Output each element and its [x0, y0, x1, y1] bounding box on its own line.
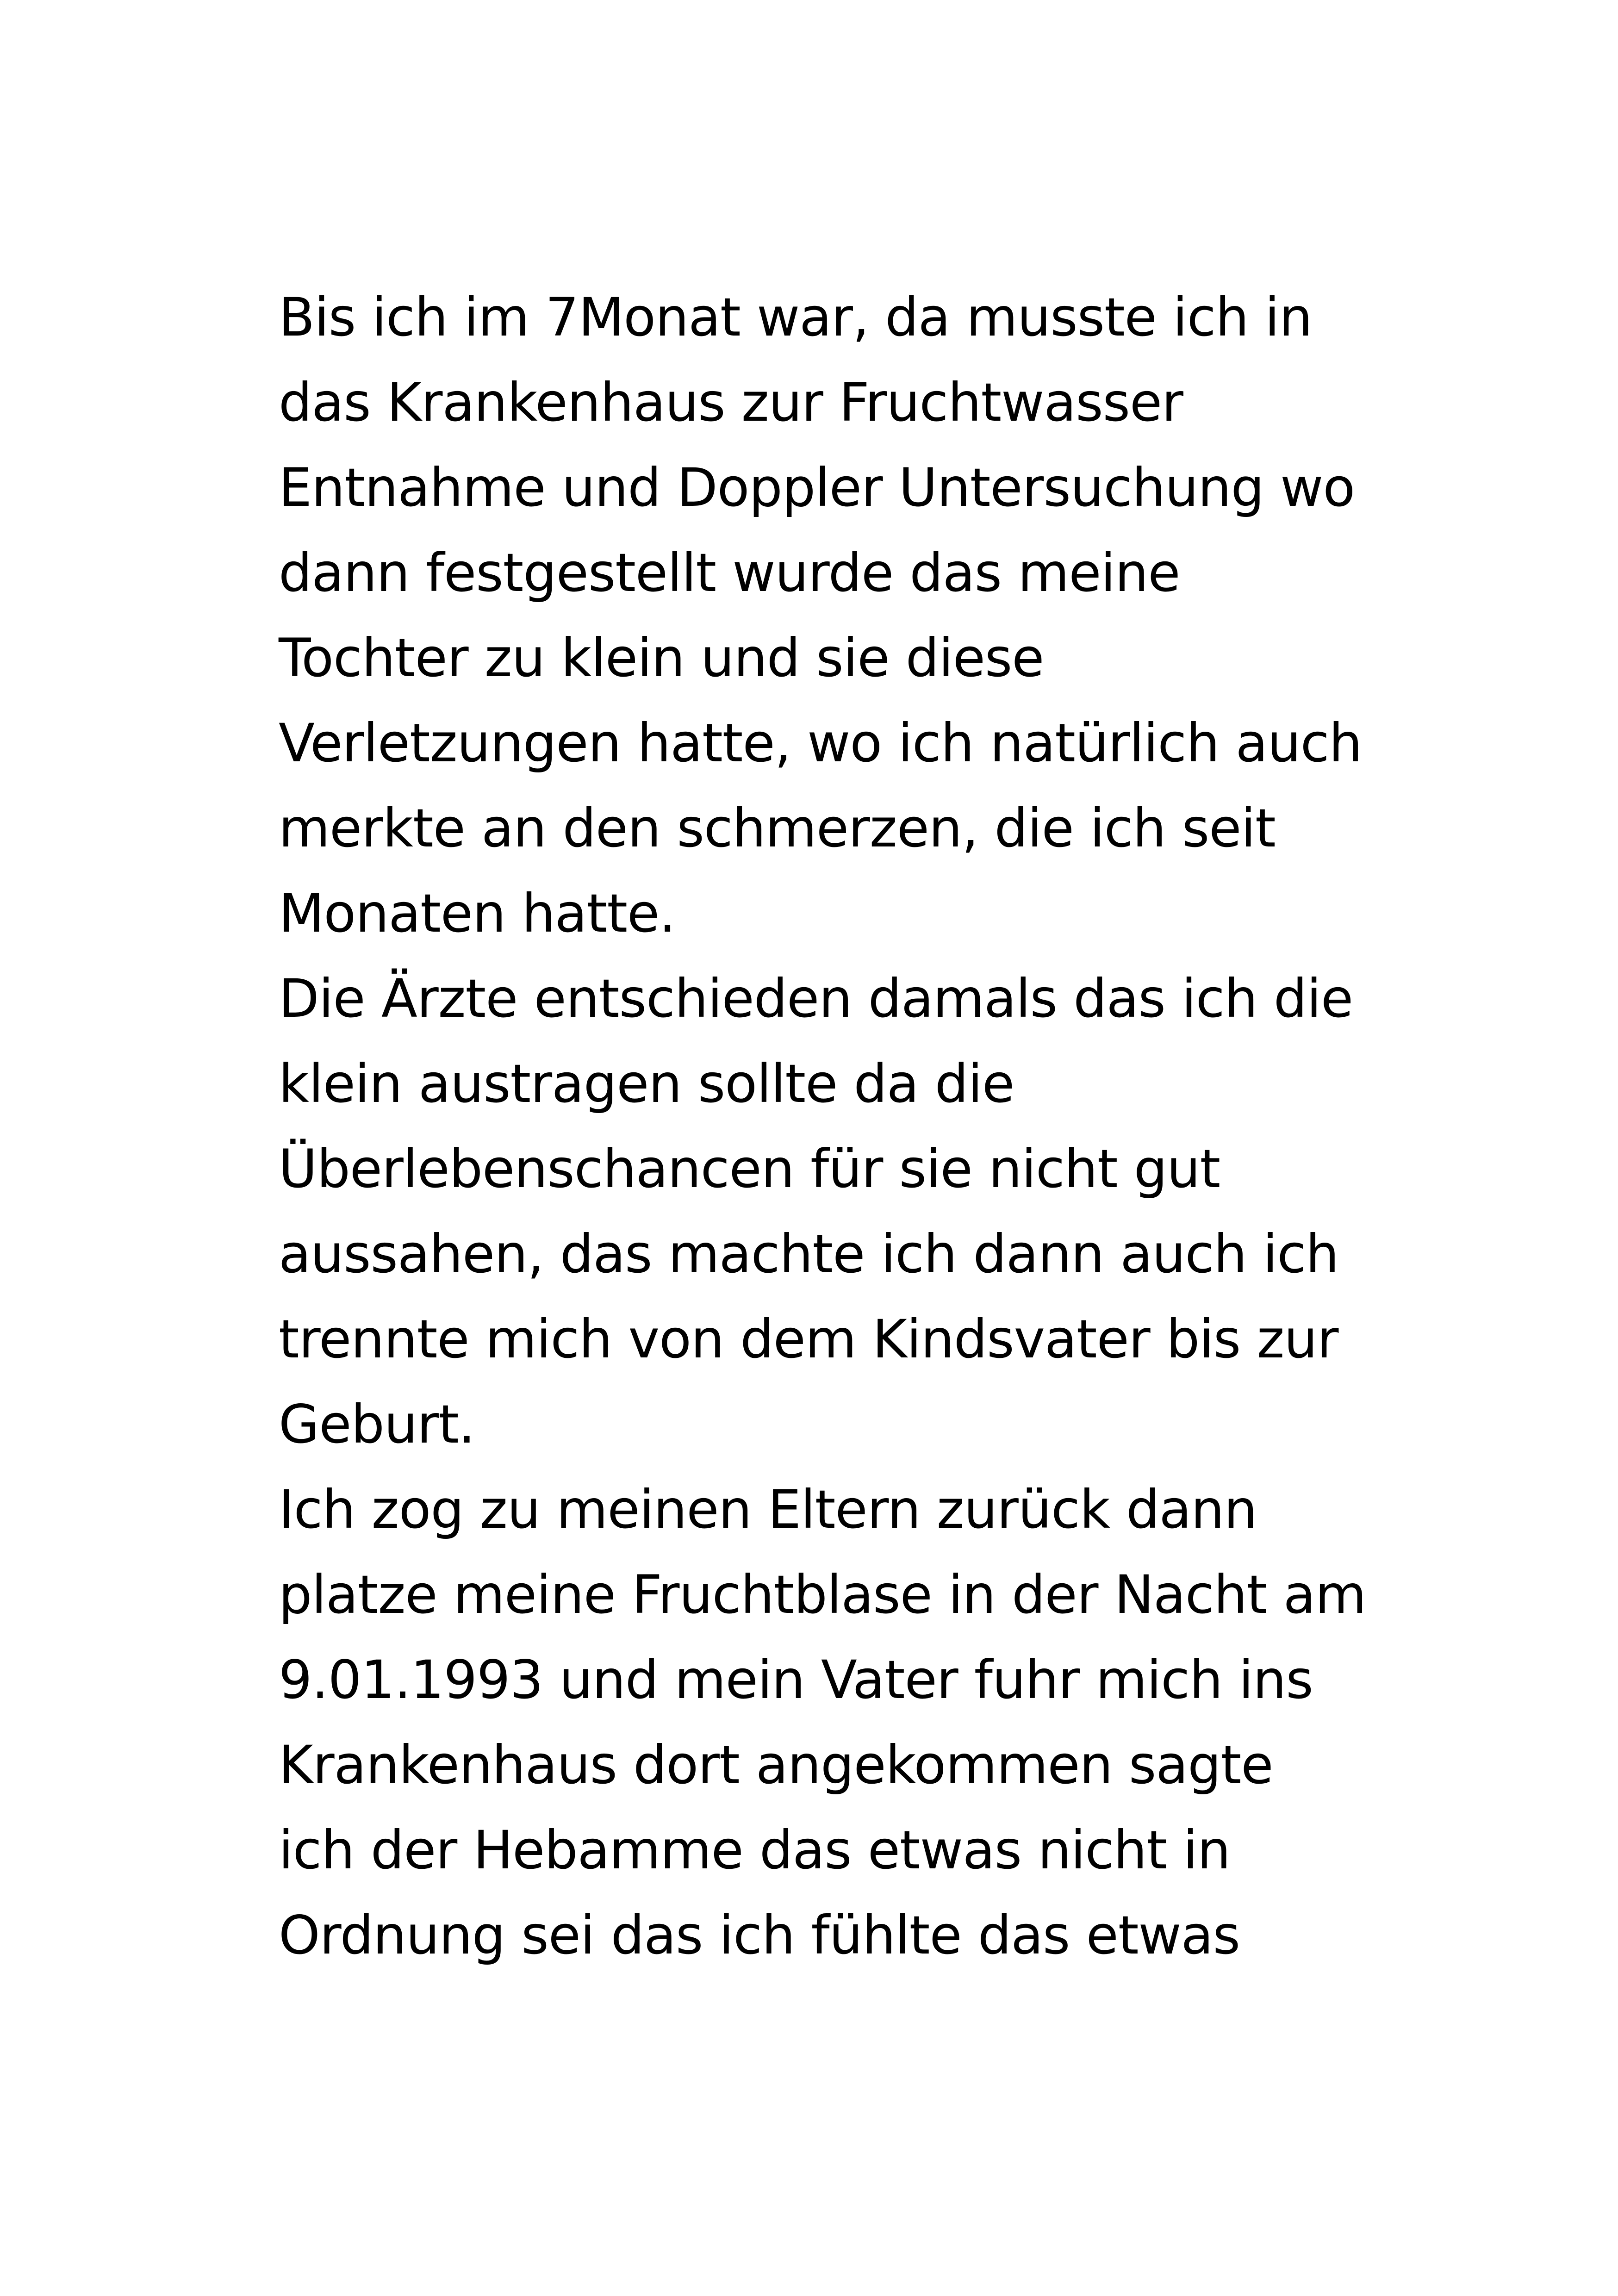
text-line: Überlebenschancen für sie nicht gut [279, 1138, 1220, 1200]
text-line: klein austragen sollte da die [279, 1053, 1014, 1114]
text-line: ich der Hebamme das etwas nicht in [279, 1819, 1231, 1881]
text-line: das Krankenhaus zur Fruchtwasser [279, 372, 1183, 433]
text-line: Entnahme und Doppler Untersuchung wo [279, 457, 1355, 518]
text-line: Die Ärzte entschieden damals das ich die [279, 968, 1353, 1029]
text-line: merkte an den schmerzen, die ich seit [279, 797, 1276, 859]
text-line: Krankenhaus dort angekommen sagte [279, 1734, 1273, 1796]
text-line: Geburt. [279, 1394, 475, 1455]
body-text [279, 275, 1389, 1978]
text-line: trennte mich von dem Kindsvater bis zur [279, 1308, 1338, 1370]
text-line: Tochter zu klein und sie diese [279, 627, 1044, 689]
text-line: Verletzungen hatte, wo ich natürlich auch [279, 712, 1362, 774]
text-line: Monaten hatte. [279, 883, 676, 944]
text-line: dann festgestellt wurde das meine [279, 542, 1180, 604]
text-line: platze meine Fruchtblase in der Nacht am [279, 1564, 1366, 1625]
text-line: aussahen, das machte ich dann auch ich [279, 1223, 1339, 1285]
text-line: Bis ich im 7Monat war, da musste ich in [279, 286, 1312, 348]
text-line: 9.01.1993 und mein Vater fuhr mich ins [279, 1649, 1313, 1711]
text-line: Ich zog zu meinen Eltern zurück dann [279, 1479, 1257, 1540]
text-line: Ordnung sei das ich fühlte das etwas [279, 1904, 1240, 1966]
